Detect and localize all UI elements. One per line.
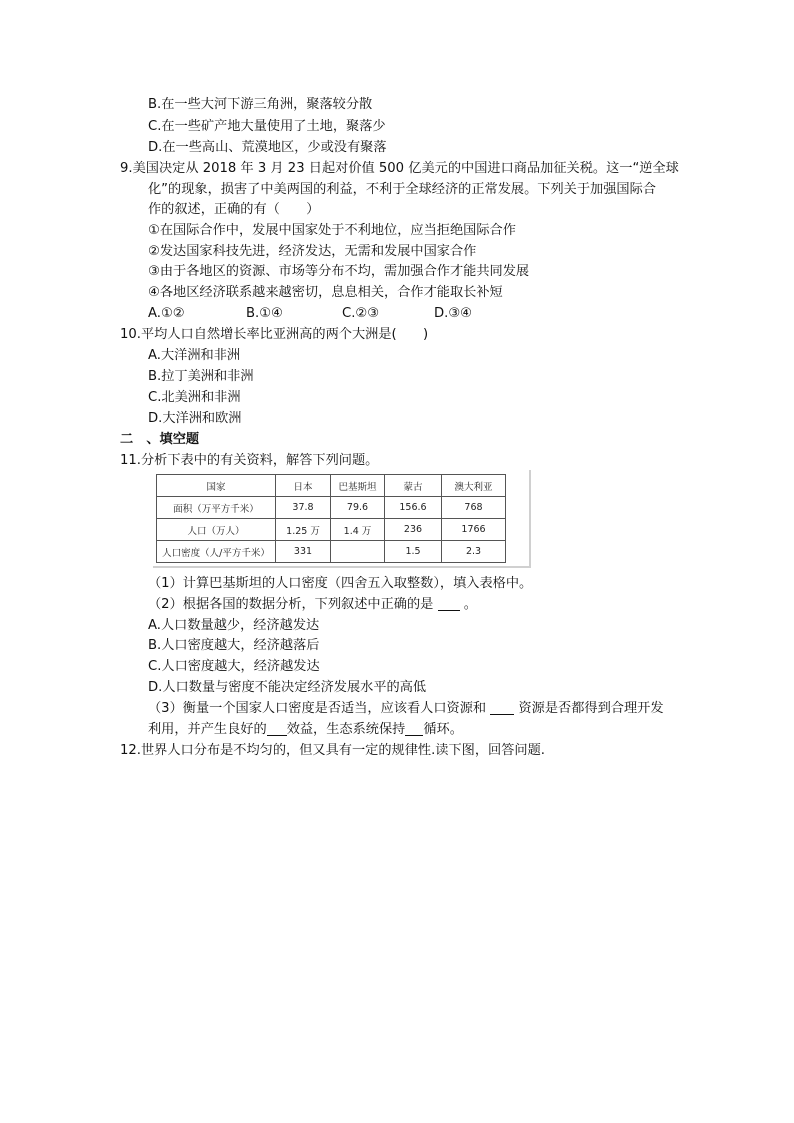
q11-option-c: C.人口密度越大，经济越发达: [148, 659, 320, 674]
q9-item-3: ③由于各地区的资源、市场等分布不均，需加强合作才能共同发展: [148, 264, 530, 279]
table-header-cell: 澳大利亚: [442, 475, 506, 497]
option-b: B.在一些大河下游三角洲，聚落较分散: [148, 97, 373, 112]
data-table: [156, 474, 506, 563]
q10-option-c: C.北美洲和非洲: [148, 390, 241, 405]
table-cell-blank: [331, 541, 385, 563]
q10-option-b: B.拉丁美洲和非洲: [148, 369, 254, 384]
table-cell: 768: [442, 497, 506, 519]
q9-option-d: D.③④: [434, 306, 472, 321]
table-cell: 37.8: [276, 497, 331, 519]
q11-option-a: A.人口数量越少，经济越发达: [148, 618, 320, 633]
table-header-cell: 蒙古: [385, 475, 442, 497]
q11-option-d: D.人口数量与密度不能决定经济发展水平的高低: [148, 680, 427, 695]
q9-item-4: ④各地区经济联系越来越密切，息息相关，合作才能取长补短: [148, 285, 503, 300]
table-row: [157, 519, 506, 541]
q11-sub3-line2: [148, 721, 463, 739]
table-row: [157, 541, 506, 563]
section-title: 二 、填空题: [120, 432, 200, 447]
q11-sub2-text: （2）根据各国的数据分析，下列叙述中正确的是: [148, 597, 434, 612]
q9-options: [148, 305, 472, 323]
q10-option-a: A.大洋洲和非洲: [148, 348, 241, 363]
table-header-cell: 巴基斯坦: [331, 475, 385, 497]
q12-stem: 12.世界人口分布是不均匀的，但又具有一定的规律性.读下图，回答问题.: [120, 743, 545, 758]
answer-blank: [490, 700, 514, 715]
q11-sub3-line1: [148, 700, 664, 718]
q10-stem: 10.平均人口自然增长率比亚洲高的两个大洲是( ): [120, 327, 429, 342]
q11-sub3-text-a: （3）衡量一个国家人口密度是否适当，应该看人口资源和: [148, 701, 487, 716]
table-cell: 人口（万人）: [157, 519, 276, 541]
answer-blank: [267, 721, 287, 736]
q11-sub3-text-d: 效益，生态系统保持: [286, 722, 406, 737]
table-cell: 2.3: [442, 541, 506, 563]
q11-sub1: （1）计算巴基斯坦的人口密度（四舍五入取整数），填入表格中。: [148, 576, 533, 591]
option-c: C.在一些矿产地大量使用了土地，聚落少: [148, 119, 386, 134]
q11-sub3-text-e: 循环。: [423, 722, 463, 737]
q11-sub3-text-b: 资源是否都得到合理开发: [518, 701, 664, 716]
table-cell: 1.25 万: [276, 519, 331, 541]
q9-option-c: C.②③: [342, 306, 380, 321]
table-cell: 1.4 万: [331, 519, 385, 541]
answer-blank: [438, 596, 460, 611]
table-cell: 156.6: [385, 497, 442, 519]
q9-option-a: A.①②: [148, 306, 185, 321]
table-cell: 1766: [442, 519, 506, 541]
q11-sub2: [148, 596, 477, 614]
table-cell: 79.6: [331, 497, 385, 519]
q9-option-b: B.①④: [246, 306, 283, 321]
answer-blank: [405, 721, 423, 736]
option-d: D.在一些高山、荒漠地区，少或没有聚落: [148, 140, 387, 155]
table-header-cell: 国家: [157, 475, 276, 497]
table-cell: 面积（万平方千米）: [157, 497, 276, 519]
table-cell: 1.5: [385, 541, 442, 563]
q11-sub3-text-c: 利用，并产生良好的: [148, 722, 267, 737]
q9-item-2: ②发达国家科技先进，经济发达，无需和发展中国家合作: [148, 244, 477, 259]
q9-stem-line2: 化”的现象，损害了中美两国的利益，不利于全球经济的正常发展。下列关于加强国际合: [148, 182, 656, 197]
q9-stem-line1: 9.美国决定从 2018 年 3 月 23 日起对价值 500 亿美元的中国进口商品加征关税。这一“逆全球: [120, 161, 679, 176]
q9-item-1: ①在国际合作中，发展中国家处于不利地位，应当拒绝国际合作: [148, 223, 516, 238]
q11-option-b: B.人口密度越大，经济越落后: [148, 638, 320, 653]
table-cell: 236: [385, 519, 442, 541]
table-cell: 331: [276, 541, 331, 563]
table-header-row: [157, 475, 506, 497]
table-row: [157, 497, 506, 519]
table-cell: 人口密度（人/平方千米）: [157, 541, 276, 563]
table-header-cell: 日本: [276, 475, 331, 497]
q11-stem: 11.分析下表中的有关资料，解答下列问题。: [120, 453, 379, 468]
q11-sub2-end: 。: [463, 597, 477, 612]
q10-option-d: D.大洋洲和欧洲: [148, 411, 242, 426]
q9-stem-line3: 作的叙述，正确的有（ ）: [148, 202, 320, 217]
